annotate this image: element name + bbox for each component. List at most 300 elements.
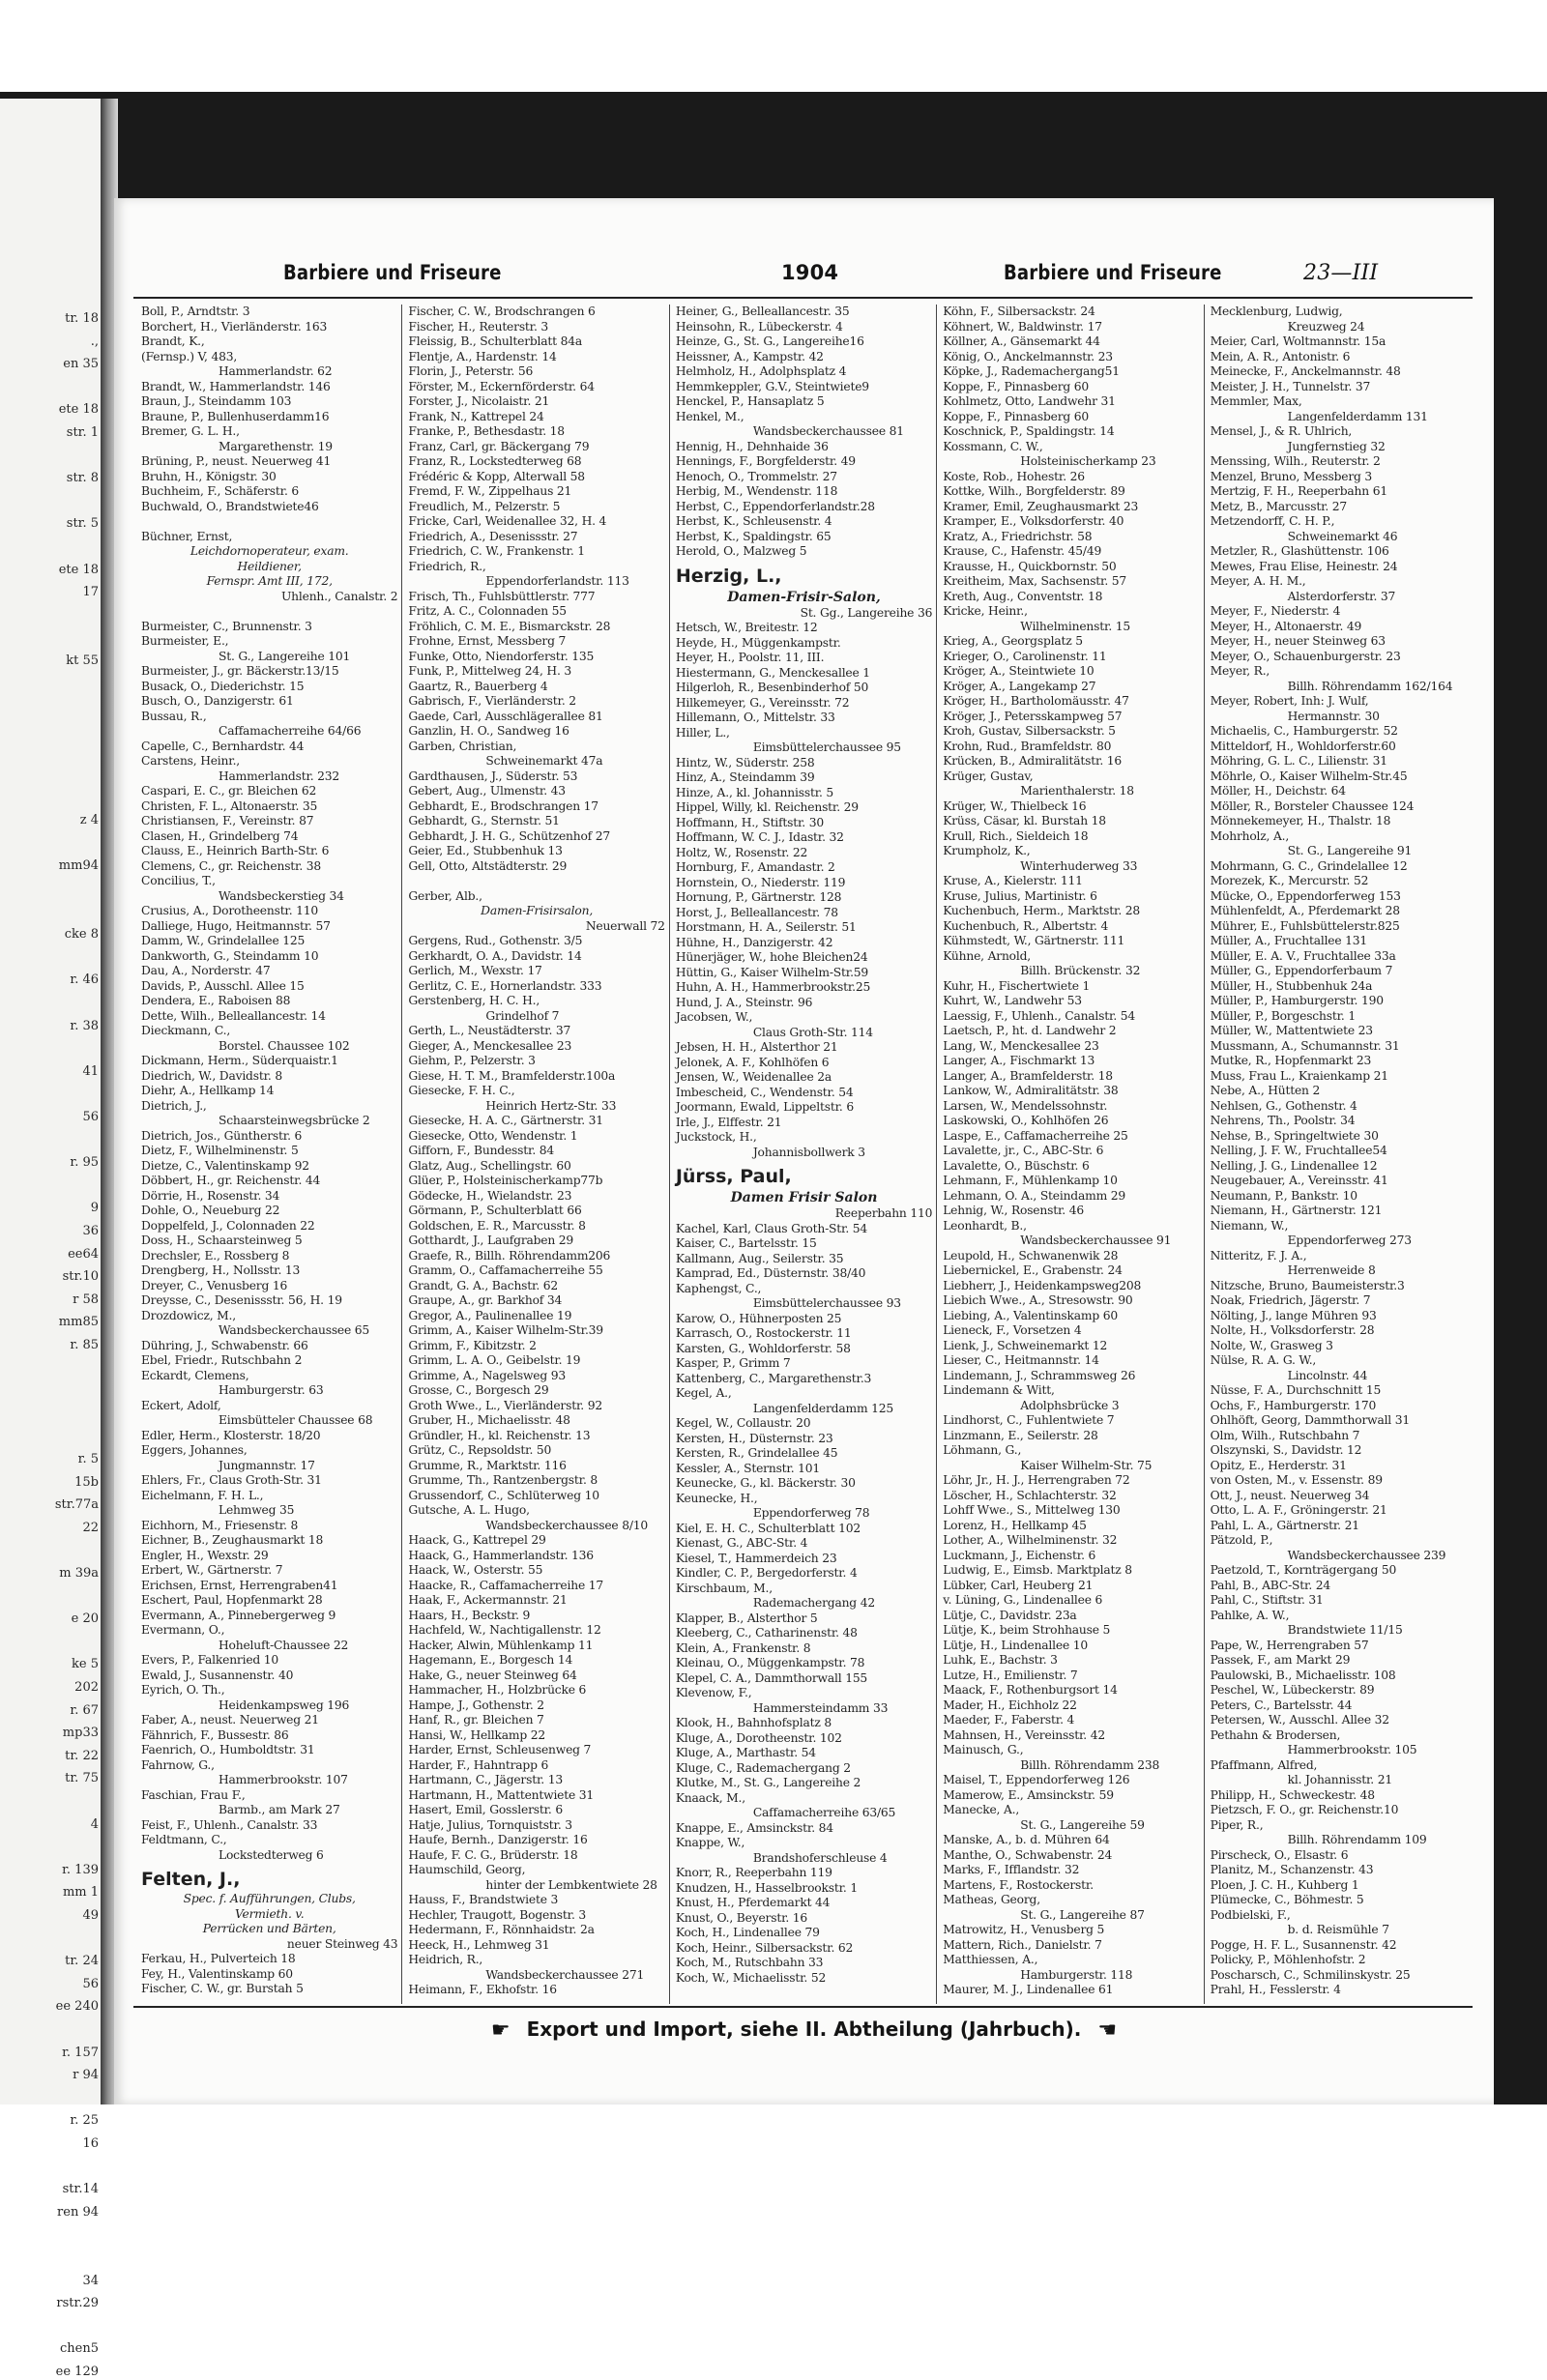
directory-entry: Eppendorferlandstr. 113 [485,574,629,588]
directory-entry: Meyer, A. H. M., [1210,574,1306,588]
directory-entry: Funk, P., Mittelweg 24, H. 3 [408,664,571,678]
directory-entry: Matrowitz, H., Venusberg 5 [943,1923,1105,1936]
directory-entry: Gödecke, H., Wielandstr. 23 [408,1188,572,1203]
directory-entry: Grimme, A., Nagelsweg 93 [408,1368,566,1382]
directory-entry: Kegel, W., Collaustr. 20 [675,1416,811,1430]
directory-entry: Paulowski, B., Michaelisstr. 108 [1210,1668,1396,1682]
directory-entry: Caffamacherreihe 63/65 [752,1806,896,1819]
directory-entry: Meyer, H., neuer Steinweg 63 [1210,634,1386,648]
directory-entry: Brandshoferschleuse 4 [752,1850,888,1865]
directory-entry: Fleissig, B., Schulterblatt 84a [408,334,582,348]
directory-entry: Mohrholz, A., [1210,828,1290,843]
directory-entry: Drozdowicz, M., [141,1308,236,1322]
directory-entry: Laessig, F., Uhlenh., Canalstr. 54 [943,1008,1136,1023]
directory-entry: Gaede, Carl, Ausschlägerallee 81 [408,709,603,723]
directory-entry: Ferkau, H., Pulverteich 18 [141,1952,296,1965]
directory-entry: Kuchenbuch, R., Albertstr. 4 [943,918,1109,933]
directory-entry: Köllner, A., Gänsemarkt 44 [943,334,1100,348]
directory-entry: Mohrmann, G. C., Grindelallee 12 [1210,858,1408,873]
directory-entry: Hilkemeyer, G., Vereinsstr. 72 [675,695,850,710]
directory-entry: Joormann, Ewald, Lippeltstr. 6 [675,1100,854,1114]
previous-page-text-fragment: 4 [90,1816,99,1832]
directory-entry: Kottke, Wilh., Borgfelderstr. 89 [943,484,1125,498]
directory-entry: Brandstwiete 11/15 [1287,1623,1403,1637]
directory-entry: Möller, H., Deichstr. 64 [1210,784,1346,798]
directory-entry: Krohn, Rud., Bramfeldstr. 80 [943,739,1112,753]
directory-entry: Fischer, C. W., Brodschrangen 6 [408,305,596,318]
directory-entry: Müller, P., Hamburgerstr. 190 [1210,994,1384,1007]
directory-entry: Pahl, L. A., Gärtnerstr. 21 [1210,1518,1359,1532]
directory-entry: Lübker, Carl, Heuberg 21 [943,1578,1094,1592]
directory-entry: Holsteinischerkamp 23 [1020,454,1156,468]
directory-entry: Kleeberg, C., Catharinenstr. 48 [675,1626,858,1640]
directory-entry: Gruber, H., Michaelisstr. 48 [408,1413,570,1427]
directory-entry: Perrücken und Bärten, [202,1922,336,1935]
directory-entry: Hasert, Emil, Gosslerstr. 6 [408,1803,563,1816]
directory-entry: Kruse, Julius, Martinistr. 6 [943,888,1097,903]
directory-entry: Edler, Herm., Klosterstr. 18/20 [141,1428,321,1442]
directory-entry: Jungfernstieg 32 [1287,439,1386,453]
directory-entry: Pahlke, A. W., [1210,1608,1290,1622]
directory-entry: Flentje, A., Hardenstr. 14 [408,349,557,363]
directory-entry: Grimm, L. A. O., Geibelstr. 19 [408,1353,581,1367]
directory-entry: Frohne, Ernst, Messberg 7 [408,634,567,648]
directory-entry: Dietrich, Jos., Güntherstr. 6 [141,1128,303,1143]
directory-entry: hinter der Lembkentwiete 28 [485,1877,657,1892]
directory-entry: Uhlenh., Canalstr. 2 [281,589,398,603]
directory-entry: Hoffmann, H., Stiftstr. 30 [675,815,824,829]
directory-entry: Imbescheid, C., Wendenstr. 54 [675,1085,854,1099]
directory-entry: Hatje, Julius, Tornquiststr. 3 [408,1817,572,1832]
directory-entry: Hippel, Willy, kl. Reichenstr. 29 [675,800,859,814]
directory-entry: Franke, P., Bethesdastr. 18 [408,424,565,438]
directory-entry: Knust, O., Beyerstr. 16 [675,1910,808,1925]
directory-entry: Klutke, M., St. G., Langereihe 2 [675,1776,861,1789]
directory-entry: Müller, A., Fruchtallee 131 [1210,934,1368,947]
directory-entry: Gutsche, A. L. Hugo, [408,1503,530,1517]
directory-entry: Hornstein, O., Niederstr. 119 [675,875,846,889]
directory-columns [135,305,1471,2004]
directory-entry: Mönnekemeyer, H., Thalstr. 18 [1210,814,1391,827]
directory-entry: Herrenweide 8 [1287,1263,1376,1277]
directory-entry: Lohff Wwe., S., Mittelweg 130 [943,1503,1121,1517]
directory-entry: Pfaffmann, Alfred, [1210,1757,1318,1772]
directory-entry: St. G., Langereihe 101 [219,649,351,663]
previous-page-text-fragment: mm85 [58,1315,99,1330]
directory-entry: Hauss, F., Brandstwiete 3 [408,1893,559,1906]
directory-entry: Damen-Frisir-Salon, [727,589,881,605]
directory-entry: Klepel, C. A., Dammthorwall 155 [675,1670,868,1685]
directory-entry: Buchwald, O., Brandstwiete46 [141,499,319,513]
directory-entry: Podbielski, F., [1210,1907,1291,1922]
directory-entry: Bremer, G. L. H., [141,424,240,438]
directory-entry: Gergens, Rud., Gothenstr. 3/5 [408,934,583,947]
directory-entry: Langer, A., Fischmarkt 13 [943,1054,1095,1067]
directory-entry: Meyer, R., [1210,664,1270,678]
directory-entry: Muss, Frau L., Kraienkamp 21 [1210,1068,1388,1083]
previous-page-text-fragment: tr. 22 [65,1748,99,1763]
directory-entry: Ewald, J., Susannenstr. 40 [141,1668,294,1682]
directory-entry: Davids, P., Ausschl. Allee 15 [141,978,305,993]
directory-entry: Hammerbrookstr. 105 [1287,1743,1417,1756]
directory-entry: Langenfelderdamm 131 [1287,409,1428,423]
directory-entry: Heinsohn, R., Lübeckerstr. 4 [675,319,843,334]
directory-entry: Wilhelminenstr. 15 [1020,619,1130,633]
previous-page-text-fragment: tr. 18 [65,311,99,326]
previous-page-text-fragment: r 94 [73,2068,99,2083]
directory-entry: Hammerbrookstr. 107 [219,1773,348,1786]
directory-entry: Pirscheck, O., Elsastr. 6 [1210,1847,1349,1862]
previous-page-text-fragment: r. 95 [70,1155,99,1171]
directory-entry: Nolte, H., Volksdorferstr. 28 [1210,1323,1375,1337]
directory-entry: Henoch, O., Trommelstr. 27 [675,469,837,483]
directory-entry: Glatz, Aug., Schellingstr. 60 [408,1158,571,1173]
directory-entry: Lienk, J., Schweinemarkt 12 [943,1338,1108,1352]
directory-entry: Buchheim, F., Schäferstr. 6 [141,484,300,498]
directory-entry: Lütje, K., beim Strohhause 5 [943,1623,1111,1637]
directory-entry: Kienast, G., ABC-Str. 4 [675,1536,808,1550]
directory-entry: Mewes, Frau Elise, Heinestr. 24 [1210,559,1398,573]
directory-entry: Mader, H., Eichholz 22 [943,1698,1077,1712]
directory-entry: Giesecke, H. A. C., Gärtnerstr. 31 [408,1114,603,1127]
page-footer [114,2017,1494,2043]
directory-entry: Haufe, Bernh., Danzigerstr. 16 [408,1833,588,1846]
directory-entry: Löscher, H., Schlachterstr. 32 [943,1488,1117,1502]
directory-entry: Müller, H., Stubbenhuk 24a [1210,978,1373,993]
directory-entry: Haufe, F. C. G., Brüderstr. 18 [408,1847,578,1862]
directory-entry: Damen Frisir Salon [730,1190,878,1205]
directory-entry: Dickmann, Herm., Süderquaistr.1 [141,1054,338,1067]
directory-entry: Ludwig, E., Eimsb. Marktplatz 8 [943,1563,1132,1577]
directory-entry: Haack, G., Hammerlandstr. 136 [408,1548,594,1562]
directory-entry: Lehmann, O. A., Steindamm 29 [943,1188,1125,1203]
directory-entry: Mutke, R., Hopfenmarkt 23 [1210,1054,1372,1067]
footer-note: Export und Import, siehe II. Abtheilung (Jahrbuch). [526,2017,1082,2041]
directory-entry: Laspe, E., Caffamacherreihe 25 [943,1128,1128,1143]
directory-entry: Gründler, H., kl. Reichenstr. 13 [408,1428,591,1442]
directory-entry: Maisel, T., Eppendorferweg 126 [943,1773,1130,1786]
directory-entry: Gotthardt, J., Laufgraben 29 [408,1234,574,1247]
directory-entry: Kramer, Emil, Zeughausmarkt 23 [943,499,1139,513]
directory-entry: Clauss, E., Heinrich Barth-Str. 6 [141,844,330,857]
directory-entry: Piper, R., [1210,1817,1264,1832]
directory-entry: Dette, Wilh., Belleallancestr. 14 [141,1008,326,1023]
directory-entry: Gregor, A., Paulinenallee 19 [408,1308,572,1322]
directory-entry: Fahrnow, G., [141,1757,215,1772]
directory-entry: Hansi, W., Hellkamp 22 [408,1727,545,1742]
directory-entry: Koste, Rob., Hohestr. 26 [943,469,1085,483]
directory-entry: Pape, W., Herrengraben 57 [1210,1638,1369,1652]
directory-entry: Wandsbeckerchaussee 271 [485,1967,645,1982]
directory-entry: Krieg, A., Georgsplatz 5 [943,634,1083,648]
directory-entry: Dalliege, Hugo, Heitmannstr. 57 [141,918,331,933]
directory-entry: Lehmann, F., Mühlenkamp 10 [943,1174,1118,1187]
directory-entry: Lindhorst, C., Fuhlentwiete 7 [943,1413,1115,1427]
directory-entry: Herbst, K., Schleusenstr. 4 [675,514,832,528]
directory-entry: Heidenkampsweg 196 [219,1698,350,1712]
previous-page-text-fragment: cke 8 [64,927,99,943]
directory-entry: Eimsbüttelerchaussee 95 [752,740,901,754]
previous-page-text-fragment: m 39a [59,1566,99,1581]
directory-entry: Hartmann, H., Mattentwiete 31 [408,1787,595,1802]
directory-entry: Martens, F., Rostockerstr. [943,1877,1094,1892]
directory-entry: Hiestermann, G., Menckesallee 1 [675,665,870,680]
directory-entry: Kaphengst, C., [675,1281,762,1295]
directory-entry: Kreitheim, Max, Sachsenstr. 57 [943,574,1127,588]
previous-page-text-fragment: 34 [82,2273,99,2288]
directory-entry: Fischer, C. W., gr. Burstah 5 [141,1982,304,1995]
directory-entry: Hampe, J., Gothenstr. 2 [408,1698,544,1712]
directory-entry: Herbst, C., Eppendorferlandstr.28 [675,499,875,513]
directory-entry: Keunecke, G., kl. Bäckerstr. 30 [675,1476,856,1490]
directory-entry: Karsten, G., Wohldorferstr. 58 [675,1341,851,1355]
directory-entry: Braune, P., Bullenhuserdamm16 [141,409,330,423]
directory-entry: Hinze, A., kl. Johannisstr. 5 [675,785,834,799]
directory-entry: Capelle, C., Bernhardstr. 44 [141,739,305,753]
previous-page-text-fragment: str. 8 [66,471,99,486]
directory-entry: Eyrich, O. Th., [141,1683,225,1697]
directory-entry: Grumme, R., Marktstr. 116 [408,1458,567,1472]
directory-entry: Larsen, W., Mendelssohnstr. [943,1098,1108,1113]
directory-entry: König, O., Anckelmannstr. 23 [943,349,1113,363]
directory-entry: Liebich Wwe., A., Stresowstr. 90 [943,1293,1133,1307]
directory-entry: (Fernsp.) V, 483, [141,349,238,363]
directory-entry: Karow, O., Hühnerposten 25 [675,1311,842,1325]
directory-entry: Neugebauer, A., Vereinsstr. 41 [1210,1174,1388,1187]
directory-entry: Peschel, W., Lübeckerstr. 89 [1210,1683,1375,1697]
directory-entry: Koch, Heinr., Silbersackstr. 62 [675,1940,854,1955]
directory-entry: Hacker, Alwin, Mühlenkamp 11 [408,1638,594,1652]
directory-entry: Carstens, Heinr., [141,754,240,768]
directory-entry: Fröhlich, C. M. E., Bismarckstr. 28 [408,619,611,633]
directory-entry: Krausse, H., Quickbornstr. 50 [943,559,1117,573]
directory-entry: Olszynski, S., Davidstr. 12 [1210,1443,1362,1457]
directory-entry: Mussmann, A., Schumannstr. 31 [1210,1038,1400,1053]
directory-entry: Knudzen, H., Hasselbrookstr. 1 [675,1880,858,1895]
previous-page-text-fragment: e 20 [71,1611,99,1627]
directory-entry: Haack, G., Kattrepel 29 [408,1533,546,1547]
directory-entry: Dreyer, C., Venusberg 16 [141,1278,288,1292]
directory-entry: Heiner, G., Belleallancestr. 35 [675,305,850,318]
previous-page-text-fragment: ete 18 [58,402,99,418]
directory-entry: Petersen, W., Ausschl. Allee 32 [1210,1713,1389,1727]
header-rule [133,297,1473,299]
directory-entry: Keunecke, H., [675,1491,758,1505]
previous-page-text-fragment: rstr.29 [56,2296,99,2311]
directory-entry: Hünerjäger, W., hohe Bleichen24 [675,950,868,964]
directory-entry: Lincolnstr. 44 [1287,1368,1368,1382]
previous-page-text-fragment: 49 [82,1908,99,1923]
directory-entry: Burmeister, E., [141,634,229,648]
directory-entry: St. Gg., Langereihe 36 [800,605,933,620]
previous-page-text-fragment: 56 [82,1110,99,1124]
directory-entry: Hornburg, F., Amandastr. 2 [675,860,835,874]
directory-entry: Köhnert, W., Baldwinstr. 17 [943,319,1102,334]
directory-entry: Frédéric & Kopp, Alterwall 58 [408,469,585,483]
directory-entry: Opitz, E., Herderstr. 31 [1210,1458,1347,1472]
directory-entry: Heildiener, [237,559,302,573]
directory-entry: Prahl, H., Fesslerstr. 4 [1210,1983,1341,1996]
directory-entry: Fritz, A. C., Colonnaden 55 [408,604,567,618]
directory-entry: Kessler, A., Sternstr. 101 [675,1461,821,1475]
directory-entry: Neuerwall 72 [585,918,665,933]
directory-entry: Giesecke, F. H. C., [408,1084,515,1097]
previous-page-text-fragment: 16 [82,2136,99,2151]
directory-entry: Billh. Brückenstr. 32 [1020,964,1141,977]
directory-entry: Kleinau, O., Müggenkampstr. 78 [675,1656,865,1669]
directory-entry: Kallmann, Aug., Seilerstr. 35 [675,1251,844,1265]
directory-entry: Jebsen, H. H., Alsterthor 21 [675,1040,838,1054]
directory-entry: Gerstenberg, H. C. H., [408,994,540,1007]
directory-entry: Geier, Ed., Stubbenhuk 13 [408,844,563,857]
directory-entry: Mitteldorf, H., Wohldorferstr.60 [1210,739,1396,753]
directory-entry: Liebernickel, E., Grabenstr. 24 [943,1263,1123,1277]
directory-entry: Kiesel, T., Hammerdeich 23 [675,1551,837,1565]
directory-entry: Niemann, W., [1210,1218,1289,1233]
directory-entry: Kamprad, Ed., Düsternstr. 38/40 [675,1266,866,1280]
directory-entry: Knorr, R., Reeperbahn 119 [675,1866,832,1879]
directory-entry: Herold, O., Malzweg 5 [675,544,807,558]
directory-entry: Hoffmann, W. C. J., Idastr. 32 [675,830,844,844]
directory-entry: Kluge, A., Marthastr. 54 [675,1746,816,1759]
directory-entry: Schweinemarkt 47a [485,754,603,768]
directory-entry: Nehlsen, G., Gothenstr. 4 [1210,1098,1357,1113]
directory-entry: Irle, J., Elffestr. 21 [675,1115,782,1129]
directory-entry: Frank, N., Kattrepel 24 [408,409,544,423]
previous-page-text-fragment: r. 85 [70,1338,99,1352]
directory-entry: Diehr, A., Hellkamp 14 [141,1084,275,1097]
directory-entry: Kluge, C., Rademachergang 2 [675,1760,851,1775]
directory-entry: Fähnrich, F., Bussestr. 86 [141,1727,289,1742]
directory-entry: Mein, A. R., Antonistr. 6 [1210,349,1351,363]
directory-entry: Johannisbollwerk 3 [752,1145,865,1159]
previous-page-text-fragment: ke 5 [72,1657,99,1672]
directory-entry: Ebel, Friedr., Rutschbahn 2 [141,1353,303,1367]
directory-entry: Wandsbeckerchaussee 65 [219,1323,370,1337]
directory-entry: Kirschbaum, M., [675,1581,773,1595]
previous-page-text-fragment: r. 46 [70,972,99,988]
directory-entry: Hartmann, C., Jägerstr. 13 [408,1773,563,1786]
directory-column-1 [135,305,402,2004]
directory-entry: Lieneck, F., Vorsetzen 4 [943,1323,1082,1337]
directory-entry: Hammacher, H., Holzbrücke 6 [408,1683,587,1697]
directory-entry: Kiel, E. H. C., Schulterblatt 102 [675,1521,861,1535]
directory-entry: Gell, Otto, Altstädterstr. 29 [408,858,568,873]
directory-entry: Ehlers, Fr., Claus Groth-Str. 31 [141,1473,322,1487]
directory-entry: Fischer, H., Reuterstr. 3 [408,319,549,334]
directory-entry: Eckert, Adolf, [141,1398,221,1412]
directory-entry: Kasper, P., Grimm 7 [675,1356,791,1370]
directory-entry: Clasen, H., Grindelberg 74 [141,828,299,843]
directory-entry: Forster, J., Nicolaistr. 21 [408,394,550,408]
directory-entry: Meier, Carl, Woltmannstr. 15a [1210,334,1386,348]
directory-entry: Plümecke, C., Böhmestr. 5 [1210,1893,1364,1906]
directory-entry: Horst, J., Belleallancestr. 78 [675,905,838,919]
directory-entry: Mahnsen, H., Vereinsstr. 42 [943,1727,1105,1742]
header-year: 1904 [781,261,839,284]
directory-entry: Hinz, A., Steindamm 39 [675,770,815,784]
directory-entry: Kaiser, C., Bartelsstr. 15 [675,1236,817,1250]
previous-page-text-fragment: chen5 [60,2341,99,2357]
directory-entry: Drengberg, H., Nollsstr. 13 [141,1263,301,1277]
directory-entry: Liebing, A., Valentinskamp 60 [943,1308,1119,1322]
directory-entry: Giesecke, Otto, Wendenstr. 1 [408,1128,578,1143]
directory-entry: Knappe, W., [675,1836,745,1849]
header-right-title: Barbiere und Friseure [1004,261,1222,284]
previous-page-text-fragment: kt 55 [66,653,99,668]
previous-page-text-fragment: mm94 [58,858,99,874]
directory-entry: Eichhorn, M., Friesenstr. 8 [141,1518,299,1532]
directory-entry: Dreysse, C., Desenissstr. 56, H. 19 [141,1293,342,1307]
directory-entry: Poscharsch, C., Schmilinskystr. 25 [1210,1967,1411,1982]
directory-entry: Billh. Röhrendamm 109 [1287,1833,1427,1846]
directory-entry: Grindelhof 7 [485,1008,560,1023]
directory-entry: Müller, G., Eppendorferbaum 7 [1210,964,1393,977]
directory-entry: Görmann, P., Schulterblatt 66 [408,1204,582,1217]
directory-entry: Wandsbeckerstieg 34 [219,888,344,903]
directory-entry: Nitzsche, Bruno, Baumeisterstr.3 [1210,1278,1405,1292]
directory-entry: Knust, H., Pferdemarkt 44 [675,1896,831,1909]
directory-entry: Gerth, L., Neustädterstr. 37 [408,1024,571,1037]
directory-entry: Eppendorferweg 273 [1287,1234,1412,1247]
directory-entry: Claus Groth-Str. 114 [752,1025,873,1039]
directory-entry: Gabrisch, F., Vierländerstr. 2 [408,694,576,708]
directory-entry: Kreth, Aug., Conventstr. 18 [943,589,1103,603]
directory-entry: Hennig, H., Dehnhaide 36 [675,439,829,453]
directory-entry: Matheas, Georg, [943,1893,1040,1906]
directory-entry: Bruhn, H., Königstr. 30 [141,469,277,483]
directory-entry: Diedrich, W., Davidstr. 8 [141,1068,282,1083]
directory-entry: Glüer, P., Holsteinischerkamp77b [408,1174,603,1187]
directory-entry: Kroh, Gustav, Silbersackstr. 5 [943,724,1116,738]
directory-entry: Nolte, W., Grasweg 3 [1210,1338,1333,1352]
directory-entry: Mamerow, E., Amsinckstr. 59 [943,1787,1114,1802]
page-header [114,251,1494,298]
directory-entry: Spec. f. Aufführungen, Clubs, [183,1892,356,1905]
directory-entry: Eichelmann, F. H. L., [141,1488,264,1502]
directory-entry: Maack, F., Rothenburgsort 14 [943,1683,1118,1697]
directory-entry: Fricke, Carl, Weidenallee 32, H. 4 [408,514,607,528]
directory-entry: Gerlitz, C. E., Hornerlandstr. 333 [408,978,602,993]
previous-page-edge [0,99,104,2379]
directory-entry: Klein, A., Frankenstr. 8 [675,1640,811,1655]
directory-entry: Jacobsen, W., [675,1010,753,1024]
directory-entry: Hake, G., neuer Steinweg 64 [408,1668,577,1682]
directory-entry: Kossmann, C. W., [943,439,1043,453]
page-number: 23—III [1303,261,1379,285]
directory-entry: Olm, Wilh., Rutschbahn 7 [1210,1428,1360,1442]
directory-entry: Ochs, F., Hamburgerstr. 170 [1210,1398,1377,1412]
directory-entry: Hammerlandstr. 62 [219,364,333,378]
directory-entry: Pahl, B., ABC-Str. 24 [1210,1578,1330,1592]
directory-entry: Mührer, E., Fuhlsbüttelerstr.825 [1210,918,1400,933]
directory-entry: Dieckmann, C., [141,1024,231,1037]
directory-entry: Damen-Frisirsalon, [481,904,594,917]
directory-entry: Huhn, A. H., Hammerbrookstr.25 [675,980,871,994]
directory-entry: Herbig, M., Wendenstr. 118 [675,484,838,498]
directory-entry: Kindler, C. P., Bergedorferstr. 4 [675,1566,858,1580]
previous-page-text-fragment: mm 1 [62,1885,99,1901]
previous-page-text-fragment: en 35 [63,357,99,372]
directory-entry: Hedermann, F., Rönnhaidstr. 2a [408,1923,595,1936]
previous-page-text-fragment: r. 38 [70,1018,99,1033]
directory-entry: Meyer, H., Altonaerstr. 49 [1210,619,1362,633]
directory-entry: Caffamacherreihe 64/66 [219,724,362,738]
directory-entry: Krieger, O., Carolinenstr. 11 [943,649,1107,663]
directory-entry: Braun, J., Steindamm 103 [141,394,292,408]
directory-entry: St. G., Langereihe 91 [1287,844,1413,857]
directory-entry: Hemmkeppler, G.V., Steintwiete9 [675,379,869,393]
